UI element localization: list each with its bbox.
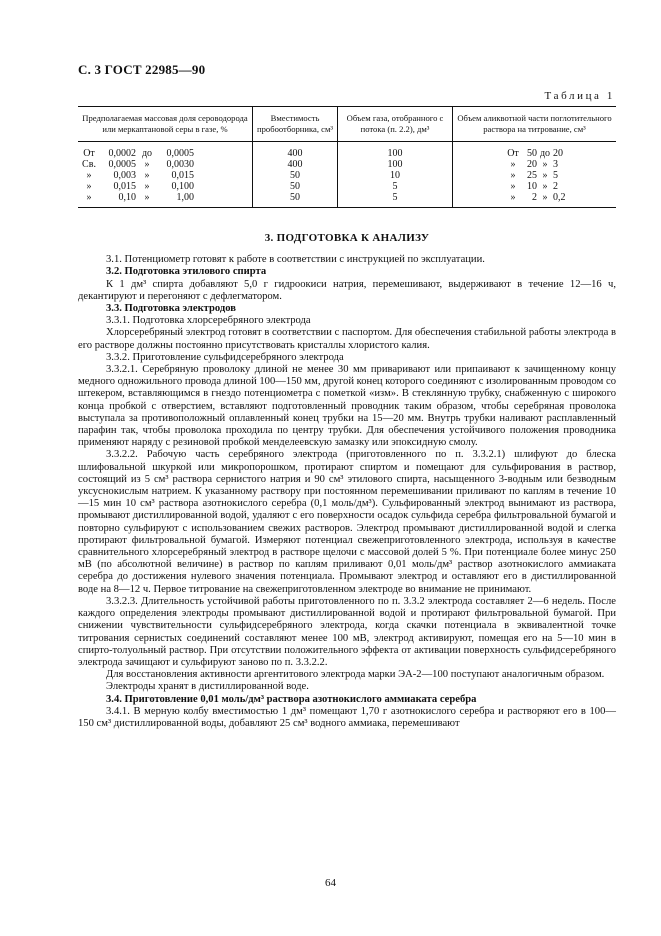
- subsection-heading: [78, 266, 616, 278]
- table-row: [78, 181, 616, 192]
- table-cell-part: »: [144, 159, 150, 170]
- table-cell-part: »: [510, 170, 516, 181]
- table-cell-part: 0,10: [118, 192, 136, 203]
- table-header-cell: Объем газа, отобранного с потока (п. 2.2), дм³: [338, 107, 453, 142]
- subsection-heading: [78, 694, 616, 706]
- table-cell-gas: 5: [338, 181, 453, 192]
- subsection-heading-text: 3.4. Приготовление 0,01 моль/дм³ раствора азотнокислого аммиаката серебра: [106, 693, 477, 705]
- table-cell-part: 2: [532, 192, 537, 203]
- paragraph: Для восстановления активности аргентитового электрода марки ЭА-2—100 поступают аналогичным образом.: [106, 669, 605, 681]
- table-cell-gas: 5: [338, 192, 453, 208]
- table-body: [78, 142, 616, 208]
- table-cell-aliquot: [453, 170, 617, 181]
- table-cell-part: От: [507, 148, 519, 159]
- table-cell-part: 0,003: [113, 170, 136, 181]
- table-cell-part: 0,0005: [108, 159, 136, 170]
- table-header-cell: Вместимость пробоотборника, см³: [253, 107, 338, 142]
- table-cell-part: »: [542, 192, 548, 203]
- paragraph: 3.3.1. Подготовка хлорсеребряного электрода: [106, 315, 311, 327]
- table-cell-range: [78, 192, 253, 208]
- subsection-heading: [78, 303, 616, 315]
- table-cell-part: »: [144, 170, 150, 181]
- paragraph: К 1 дм³ спирта добавляют 5,0 г гидроокиси натрия, перемешивают, выдерживают в течение 12—16 ч, декантируют и перегоняют с дефлегматором.: [78, 278, 616, 302]
- table-header-cell: Предполагаемая массовая доля сероводорода или меркаптановой серы в газе, %: [78, 107, 253, 142]
- page-number: 64: [325, 877, 336, 889]
- table-cell-part: Св.: [82, 159, 96, 170]
- table-cell-part: 20: [527, 159, 537, 170]
- table-cell-part: 0,0002: [108, 148, 136, 159]
- table-cell-part: »: [86, 170, 92, 181]
- table-cell-part: 0,100: [171, 181, 194, 192]
- page-header: С. 3 ГОСТ 22985—90: [78, 62, 206, 77]
- table-label: Таблица 1: [544, 90, 615, 102]
- table-cell-part: 20: [553, 148, 563, 159]
- table-cell-part: 25: [527, 170, 537, 181]
- table-cell-part: »: [542, 181, 548, 192]
- paragraph: 3.1. Потенциометр готовят к работе в соответствии с инструкцией по эксплуатации.: [106, 254, 485, 266]
- table-cell-volume: 50: [253, 170, 338, 181]
- table-cell-part: »: [510, 192, 516, 203]
- table-header-cell: Объем аликвотной части поглотительного раствора на титрование, см³: [453, 107, 617, 142]
- table-cell-gas: 100: [338, 159, 453, 170]
- table-cell-gas: 10: [338, 170, 453, 181]
- table-cell-range: [78, 159, 253, 170]
- table-cell-range: [78, 142, 253, 160]
- table-cell-part: От: [83, 148, 95, 159]
- paragraph: 3.3.2.1. Серебряную проволоку длиной не менее 30 мм приваривают или припаивают к зачищенному концу медного одножильного провода длиной 100—150 мм, другой конец которого соединяют с изолированным проводом со штекером, вставляющимся в гнездо потенциометра с пометкой «изм». В стеклянную трубку, снабженную с широкого конца пробкой с отверстием, вставляют подготовленный проводник таким образом, чтобы серебряная проволока выступала за противоположный оплавленный конец трубки на 15—20 мм. Внутрь трубки наливают расплавленный парафин так, чтобы проволока проходила по центру трубки. Для обеспечения устойчивого положения проводника применяют наряду с резиновой пробкой менделеевскую замазку или эпоксидную смолу.: [78, 364, 617, 449]
- table-row: [78, 159, 616, 170]
- paragraph: 3.4.1. В мерную колбу вместимостью 1 дм³ помещают 1,70 г азотнокислого серебра и растворяют его в 100—150 см³ дистиллированной воды, добавляют 25 см³ водного аммиака, перемешивают: [78, 705, 616, 729]
- paragraph: Электроды хранят в дистиллированной воде.: [106, 681, 309, 693]
- table-cell-part: 0,0005: [166, 148, 194, 159]
- table-cell-aliquot: [453, 142, 617, 160]
- table-cell-volume: 50: [253, 181, 338, 192]
- table-cell-part: 10: [527, 181, 537, 192]
- table-cell-part: 0,0030: [166, 159, 194, 170]
- table-cell-volume: 50: [253, 192, 338, 208]
- table-row: [78, 170, 616, 181]
- subsection-heading-text: 3.3. Подготовка электродов: [106, 303, 237, 315]
- table-cell-part: 0,015: [113, 181, 136, 192]
- table-header-row: [78, 107, 616, 142]
- table-cell-part: »: [144, 192, 150, 203]
- table-cell-aliquot: [453, 159, 617, 170]
- paragraph: 3.3.2. Приготовление сульфидсеребряного электрода: [106, 351, 344, 363]
- table-cell-volume: 400: [253, 142, 338, 160]
- table-cell-aliquot: [453, 192, 617, 208]
- subsection-heading-text: 3.2. Подготовка этилового спирта: [106, 266, 267, 278]
- table-cell-part: »: [144, 181, 150, 192]
- table-cell-range: [78, 181, 253, 192]
- table-cell-part: 0,015: [171, 170, 194, 181]
- table-cell-part: »: [86, 181, 92, 192]
- table-row: [78, 142, 616, 160]
- table-cell-part: 0,2: [553, 192, 566, 203]
- table-cell-part: »: [510, 181, 516, 192]
- paragraph: 3.3.2.3. Длительность устойчивой работы приготовленного по п. 3.3.2 электрода составляет 2—6 недель. После каждого определения электроды промывают дистиллированной водой и протирают фильтровальной бумагой. При снижении чувствительности сульфидсеребряного электрода, когда скачки потенциала в эквивалентной точке титрования сернистых соединений составляют менее 100 мВ, электрод активируют, помещая его на 5—10 мин в спирто-толуольный раствор. При отсутствии положительного эффекта от активации поверхность сульфидсеребряного электрода зачищают и сульфируют заново по п. 3.3.2.2.: [78, 595, 616, 668]
- paragraph: Хлорсеребряный электрод готовят в соответствии с паспортом. Для обеспечения стабильной работы электрода в его растворе должны постоянно присутствовать кристаллы хлористого калия.: [78, 327, 616, 351]
- table-cell-part: 2: [553, 181, 558, 192]
- section-title: 3. ПОДГОТОВКА К АНАЛИЗУ: [264, 232, 430, 244]
- table-row: [78, 192, 616, 208]
- table-cell-part: 3: [553, 159, 558, 170]
- paragraph: 3.3.2.2. Рабочую часть серебряного электрода (приготовленного по п. 3.3.2.1) шлифуют до блеска шлифовальной шкуркой или микропорошком, протирают спиртом и помещают для сульфирования в раствор, состоящий из 5 см³ раствора сернистого натрия и 90 см³ этилового спирта, насыщенного 3-водным или безводным уксуснокислым натрием. К указанному раствору при постоянном перемешивании приливают по каплям в течение 10—15 мин 10 см³ раствора азотнокислого серебра (0,1 моль/дм³). Сульфированный электрод вынимают из раствора, промывают дистиллированной водой, удаляют с его поверхности осадок сульфида серебра фильтровальной бумагой и повторно сульфируют с использованием свежих растворов. Электрод промывают дистиллированной водой и слегка протирают фильтровальной бумагой. Измеряют потенциал свежеприготовленного электрода, используя в качестве сравнительного хлорсеребряный электрод в растворе щелочи с массовой долей 5 %. При потенциале более минус 250 мВ (по абсолютной величине) в раствор по каплям приливают 0,01 моль/дм³ раствор азотнокислого аммиаката серебра до достижения нулевого значения потенциала. Промывают электрод и оставляют его в дистиллированной воде на 8—12 ч. Первое титрование на свежеприготовленном электроде во внимание не принимают.: [78, 449, 616, 595]
- table-cell-range: [78, 170, 253, 181]
- table-cell-volume: 400: [253, 159, 338, 170]
- table-cell-part: »: [510, 159, 516, 170]
- table-cell-part: 5: [553, 170, 558, 181]
- table-cell-part: 50: [527, 148, 537, 159]
- table-cell-part: »: [542, 159, 548, 170]
- table-cell-part: »: [542, 170, 548, 181]
- table-cell-part: 1,00: [176, 192, 194, 203]
- table-cell-gas: 100: [338, 142, 453, 160]
- table-cell-part: »: [86, 192, 92, 203]
- table-cell-aliquot: [453, 181, 617, 192]
- table-cell-part: до: [539, 148, 551, 159]
- data-table: [78, 106, 616, 208]
- section-body: [78, 232, 616, 730]
- table-cell-part: до: [141, 148, 153, 159]
